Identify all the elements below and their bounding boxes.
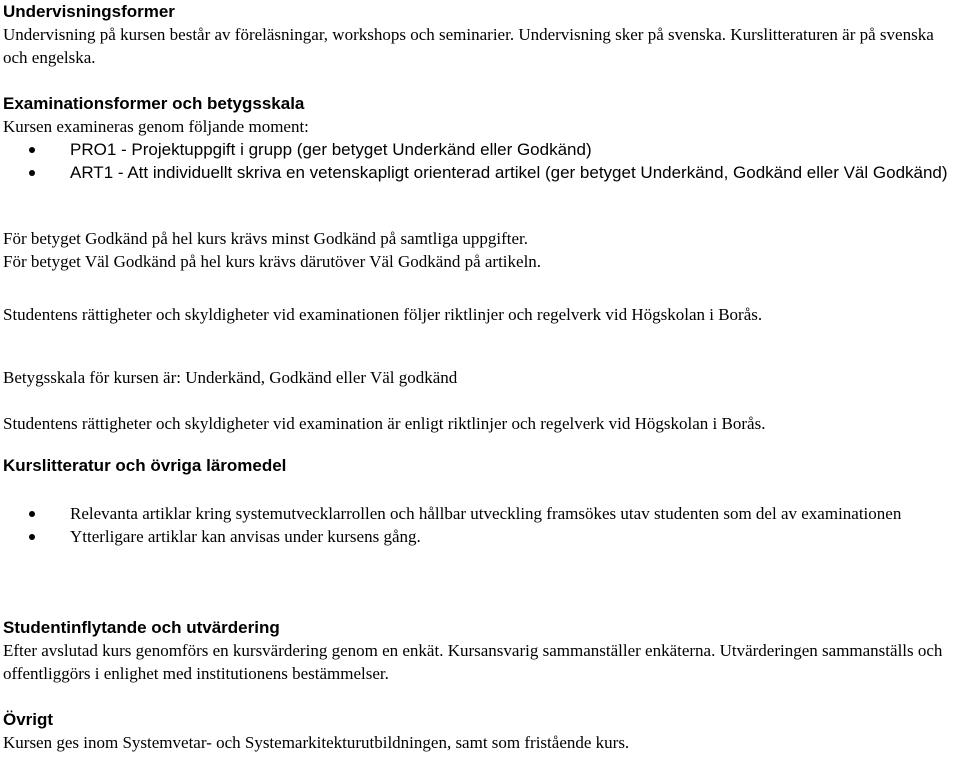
section-heading: Undervisningsformer xyxy=(3,2,175,21)
section-rights-2 xyxy=(3,412,765,435)
grade-requirement: För betyget Godkänd på hel kurs krävs minst Godkänd på samtliga uppgifter. xyxy=(3,229,529,248)
list-item-text: PRO1 - Projektuppgift i grupp (ger betyget Underkänd eller Godkänd) xyxy=(70,140,592,159)
list-item xyxy=(3,502,901,525)
section-text: Undervisning på kursen består av föreläsningar, workshops och seminarier. Undervisning sker på svenska. Kurslitteraturen är på svenska och engelska. xyxy=(3,25,934,67)
section-grade-requirements xyxy=(3,227,541,273)
section-kurslitteratur xyxy=(3,454,286,477)
section-studentinflytande xyxy=(3,616,955,685)
literature-list xyxy=(3,502,901,548)
section-text: Kursen ges inom Systemvetar- och Systemarkitekturutbildningen, samt som fristående kurs. xyxy=(3,733,630,752)
grade-requirement: För betyget Väl Godkänd på hel kurs krävs därutöver Väl Godkänd på artikeln. xyxy=(3,252,542,271)
bullet-icon xyxy=(29,170,35,176)
section-grade-scale xyxy=(3,366,457,389)
section-text: Efter avslutad kurs genomförs en kursvärdering genom en enkät. Kursansvarig sammanställer enkäterna. Utvärderingen sammanställs och offentliggörs i enlighet med institutionens bestämmelser. xyxy=(3,641,943,683)
section-rights-1 xyxy=(3,303,762,326)
section-examinationsformer xyxy=(3,92,948,184)
list-item xyxy=(3,138,948,161)
list-item xyxy=(3,161,948,184)
section-heading: Kurslitteratur och övriga läromedel xyxy=(3,456,287,475)
section-heading: Övrigt xyxy=(3,710,54,729)
grade-scale-text: Betygsskala för kursen är: Underkänd, Godkänd eller Väl godkänd xyxy=(3,368,458,387)
section-heading: Studentinflytande och utvärdering xyxy=(3,618,280,637)
rights-text: Studentens rättigheter och skyldigheter vid examination är enligt riktlinjer och regelverk vid Högskolan i Borås. xyxy=(3,414,766,433)
list-item-text: Ytterligare artiklar kan anvisas under kursens gång. xyxy=(70,527,421,546)
examination-list xyxy=(3,138,948,184)
list-item-text: Relevanta artiklar kring systemutvecklarrollen och hållbar utveckling framsökes utav studenten som del av examinationen xyxy=(70,504,902,523)
bullet-icon xyxy=(29,511,35,517)
section-undervisningsformer xyxy=(3,0,955,69)
rights-text: Studentens rättigheter och skyldigheter vid examinationen följer riktlinjer och regelverk vid Högskolan i Borås. xyxy=(3,305,763,324)
list-item-text: ART1 - Att individuellt skriva en vetenskapligt orienterad artikel (ger betyget Underkänd, Godkänd eller Väl Godkänd) xyxy=(70,163,948,182)
section-intro: Kursen examineras genom följande moment: xyxy=(3,117,309,136)
section-kurslitteratur-list xyxy=(3,502,901,548)
section-heading: Examinationsformer och betygsskala xyxy=(3,94,305,113)
section-ovrigt xyxy=(3,708,629,754)
bullet-icon xyxy=(29,147,35,153)
list-item xyxy=(3,525,901,548)
bullet-icon xyxy=(29,534,35,540)
